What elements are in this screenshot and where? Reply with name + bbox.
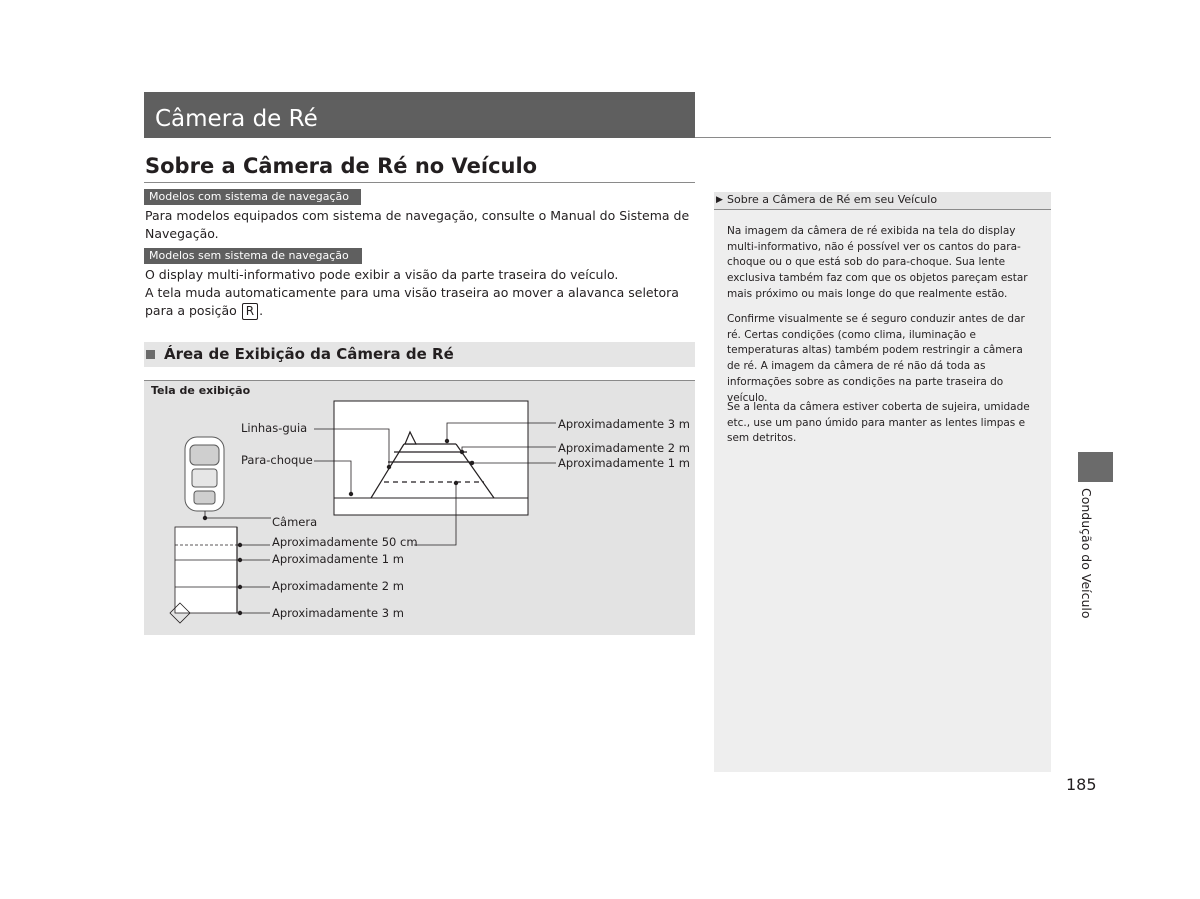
sidebar-paragraph: Se a lenta da câmera estiver coberta de sujeira, umidade etc., use um pano úmido para manter as lentes limpas e sem detritos. xyxy=(727,401,1030,445)
non-nav-models-text xyxy=(145,266,690,320)
subsection-square-icon xyxy=(146,350,155,359)
chapter-title: Câmera de Ré xyxy=(155,106,318,132)
callout-approx-3m-top: Aproximadamente 3 m xyxy=(558,417,690,431)
display-screen xyxy=(334,401,528,515)
non-nav-line-2 xyxy=(145,284,690,320)
figure-label: Tela de exibição xyxy=(151,384,251,397)
distance-grid-dots xyxy=(238,543,242,615)
section-rule xyxy=(144,182,695,183)
distance-grid xyxy=(170,527,270,623)
callout-approx-1m: Aproximadamente 1 m xyxy=(272,552,404,566)
sidebar-title: Sobre a Câmera de Ré em seu Veículo xyxy=(727,193,938,206)
non-nav-line-2-text: A tela muda automaticamente para uma visão traseira ao mover a alavanca seletora para a posição xyxy=(145,285,679,318)
sidebar-paragraph: Confirme visualmente se é seguro conduzir antes de dar ré. Certas condições (como clima, iluminação e temperaturas altas) também podem restringir a câmera de ré. A imagem da câmera de ré não dá toda as informações sobre as condições na parte traseira do veículo. xyxy=(727,313,1025,404)
nav-models-text: Para modelos equipados com sistema de navegação, consulte o Manual do Sistema de Navegação. xyxy=(145,208,690,241)
subsection-title: Área de Exibição da Câmera de Ré xyxy=(164,345,454,363)
callout-approx-3m: Aproximadamente 3 m xyxy=(272,606,404,620)
callout-approx-50cm: Aproximadamente 50 cm xyxy=(272,535,418,549)
thumb-tab-label: Condução do Veículo xyxy=(1079,488,1094,619)
callout-camera: Câmera xyxy=(272,515,318,529)
car-top-view-icon xyxy=(185,437,224,511)
callout-approx-2m-top: Aproximadamente 2 m xyxy=(558,441,690,455)
non-nav-line-1: O display multi-informativo pode exibir a visão da parte traseira do veículo. xyxy=(145,267,619,282)
section-title: Sobre a Câmera de Ré no Veículo xyxy=(145,154,538,178)
callout-guide-lines: Linhas-guia xyxy=(241,421,308,435)
reverse-key-icon: R xyxy=(242,303,258,320)
page-number: 185 xyxy=(1066,775,1097,794)
callout-approx-1m-top: Aproximadamente 1 m xyxy=(558,456,690,470)
callout-bumper: Para-choque xyxy=(241,453,313,467)
non-nav-line-2-end: . xyxy=(259,303,264,318)
chapter-rule xyxy=(695,137,1051,138)
non-nav-models-tag: Modelos sem sistema de navegação xyxy=(144,248,362,264)
thumb-tab xyxy=(1078,452,1113,482)
callout-approx-2m: Aproximadamente 2 m xyxy=(272,579,404,593)
nav-models-tag: Modelos com sistema de navegação xyxy=(144,189,361,205)
sidebar-paragraph: Na imagem da câmera de ré exibida na tela do display multi-informativo, não é possível ver os cantos do para-choque ou o que está sob do para-choque. Sua lente exclusiva também faz com que os objetos pareçam estar mais próximo ou mais longe do que realmente estão. xyxy=(727,225,1028,300)
reference-arrow-icon: ▶ xyxy=(716,195,723,205)
